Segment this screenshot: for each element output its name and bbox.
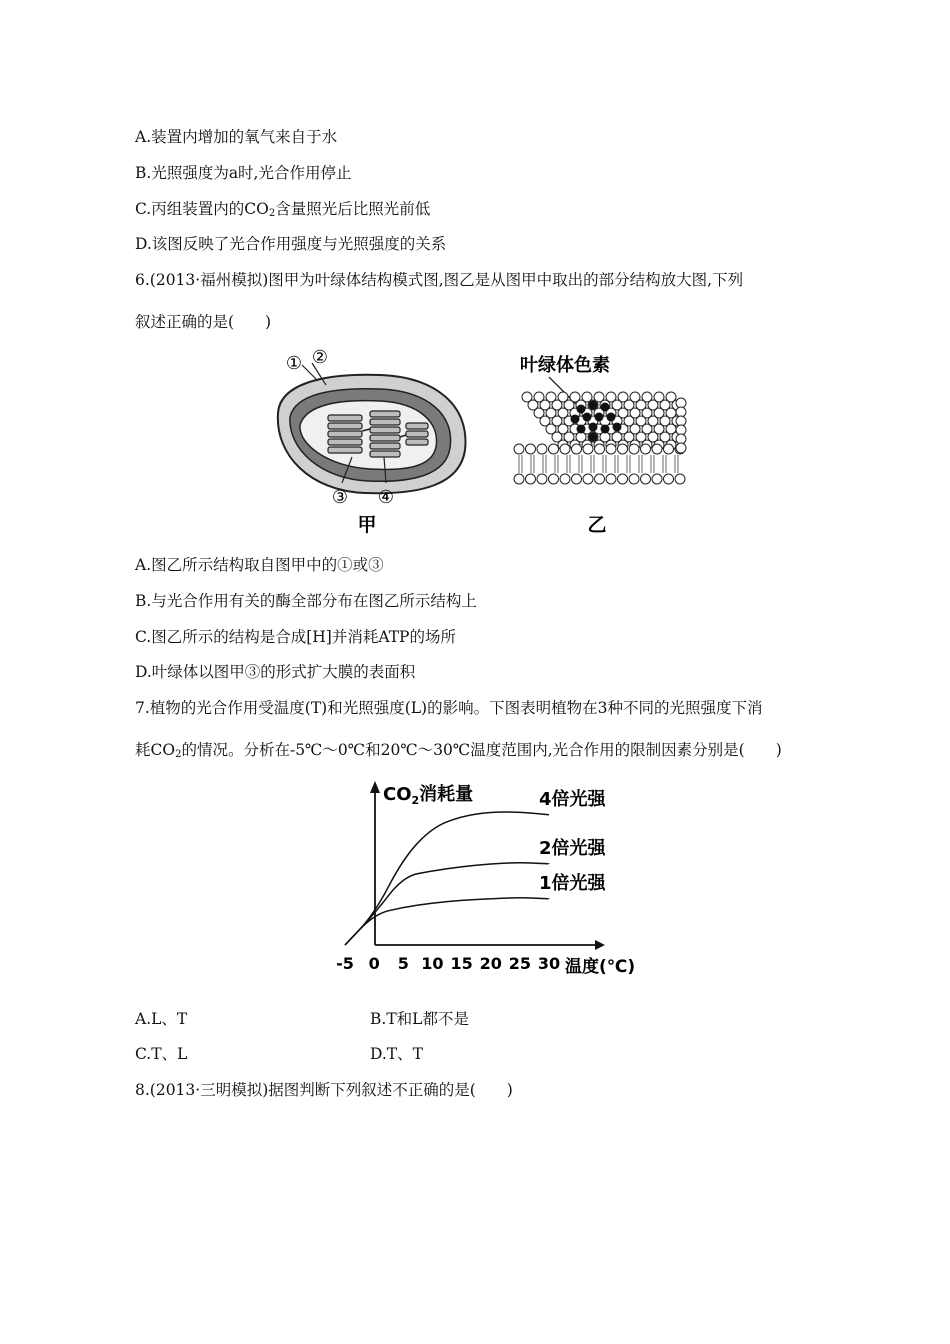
label-4: ④ — [377, 487, 395, 508]
q7-stem-line2-rest: 的情况。分析在-5℃～0℃和20℃～30℃温度范围内,光合作用的限制因素分别是( ) — [181, 741, 782, 759]
q7-option-b: B.T和L都不是 — [370, 1010, 469, 1028]
q5-option-b: B.光照强度为a时,光合作用停止 — [135, 164, 352, 182]
x-tick-label: 0 — [368, 954, 380, 973]
caption-yi: 乙 — [587, 514, 607, 535]
lipid-bilayer — [514, 392, 686, 484]
pigment-label: 叶绿体色素 — [520, 355, 610, 376]
chloroplast-figure — [260, 345, 480, 535]
x-tick-labels — [336, 954, 560, 973]
membrane-figure — [505, 345, 705, 535]
x-tick-label: 5 — [397, 954, 409, 973]
subscript: 2 — [175, 749, 182, 760]
label-2: ② — [311, 347, 329, 368]
series-label-2: 2倍光强 — [539, 837, 606, 859]
q5-option-d: D.该图反映了光合作用强度与光照强度的关系 — [135, 235, 447, 253]
subscript: 2 — [268, 208, 276, 219]
y-axis-label: $CO_2$消耗量 — [383, 784, 474, 807]
q7-option-a: A.L、T — [135, 1010, 188, 1028]
q5-option-a: A.装置内增加的氧气来自于水 — [135, 128, 338, 146]
q8-stem: 8.(2013·三明模拟)据图判断下列叙述不正确的是( ) — [135, 1081, 513, 1099]
q5-option-c-text: C.丙组装置内的CO — [135, 200, 269, 218]
x-tick-label: 20 — [479, 954, 502, 973]
co2-consumption-chart — [325, 775, 645, 985]
q6-stem-line2: 叙述正确的是( ) — [135, 313, 272, 331]
y-axis-arrow — [370, 781, 380, 793]
chloroplast-drawing — [278, 363, 466, 493]
q6-option-b: B.与光合作用有关的酶全部分布在图乙所示结构上 — [135, 592, 477, 610]
label-3: ③ — [331, 487, 349, 508]
series-labels — [539, 788, 607, 894]
q7-option-d: D.T、T — [370, 1045, 423, 1063]
q7-option-c: C.T、L — [135, 1045, 188, 1063]
x-tick-label: 15 — [450, 954, 473, 973]
x-tick-label: -5 — [336, 954, 354, 973]
q6-option-c: C.图乙所示的结构是合成[H]并消耗ATP的场所 — [135, 628, 456, 646]
series-label-1: 4倍光强 — [539, 788, 606, 810]
caption-jia: 甲 — [357, 514, 377, 535]
q6-option-a: A.图乙所示结构取自图甲中的①或③ — [135, 556, 384, 574]
label-1: ① — [285, 353, 303, 374]
q5-option-c — [135, 199, 430, 224]
x-axis-arrow — [595, 940, 605, 950]
q6-option-d: D.叶绿体以图甲③的形式扩大膜的表面积 — [135, 663, 416, 681]
x-tick-label: 25 — [508, 954, 531, 973]
x-axis-label: 温度(℃) — [565, 957, 636, 977]
x-tick-label: 10 — [421, 954, 444, 973]
q7-stem-line2 — [135, 740, 782, 765]
x-tick-label: 30 — [537, 954, 561, 973]
q7-stem-line1: 7.植物的光合作用受温度(T)和光照强度(L)的影响。下图表明植物在3种不同的光照强度下消 — [135, 699, 763, 717]
q7-stem-line2-text: 耗CO — [135, 741, 176, 759]
q5-option-c-text-rest: 含量照光后比照光前低 — [275, 200, 431, 218]
q6-stem-line1: 6.(2013·福州模拟)图甲为叶绿体结构模式图,图乙是从图甲中取出的部分结构放大图,下列 — [135, 271, 744, 289]
series-label-3: 1倍光强 — [539, 872, 606, 894]
